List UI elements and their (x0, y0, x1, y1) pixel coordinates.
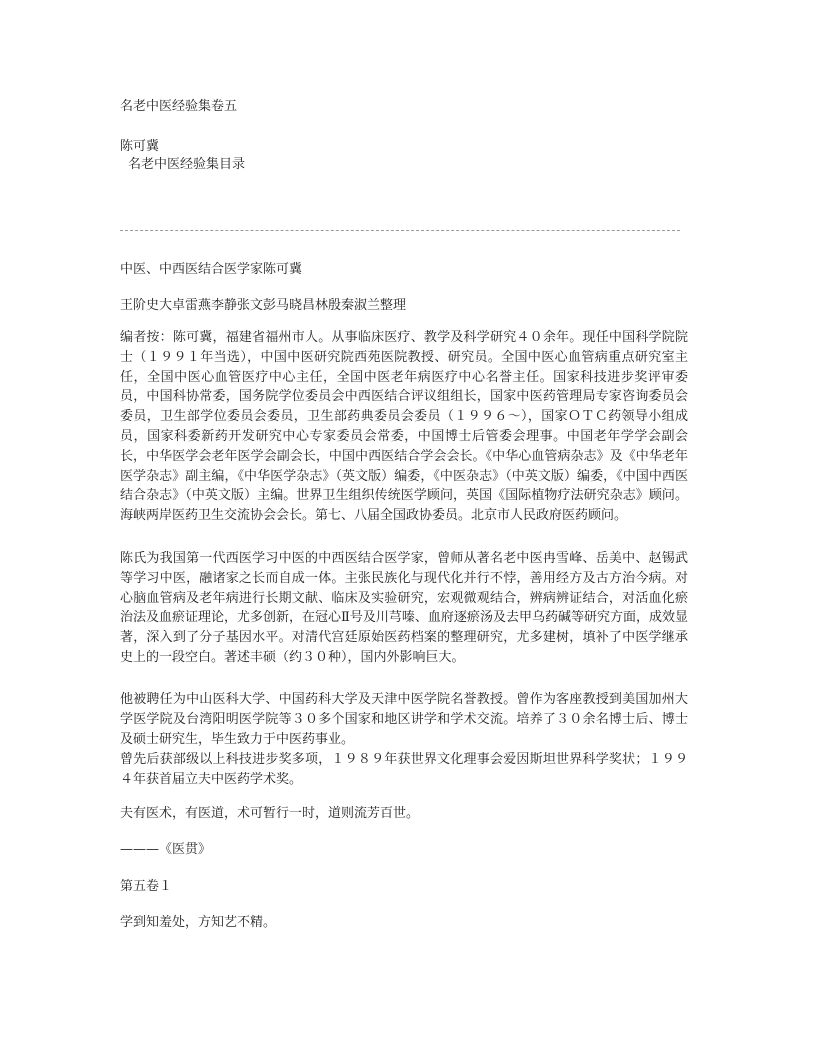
book-title: 名老中医经验集卷五 (120, 99, 238, 114)
toc-title: 名老中医经验集目录 (128, 157, 246, 172)
paragraph-biography: 陈氏为我国第一代西医学习中医的中西医结合医学家，曾师从著名老中医冉雪峰、岳美中、赵锡武等学习中医，融诸家之长而自成一体。主张民族化与现代化并行不悖，善用经方及古方治今病。对心脑血管病及老年病进行长期文献、临床及实验研究，宏观微观结合，辨病辨证结合，对活血化瘀治法及血瘀证理论，尤多创新，在冠心Ⅱ号及川芎嗪、血府逐瘀汤及去甲乌药碱等研究方面，成效显著，深入到了分子基因水平。对清代宫廷原始医药档案的整理研究，尤多建树，填补了中医学继承史上的一段空白。著述丰硕（约３０种），国内外影响巨大。 (120, 551, 688, 665)
author-name: 陈可冀 (120, 139, 160, 154)
separator-line (120, 230, 680, 231)
quote-source: ———《医贯》 (120, 842, 212, 857)
paragraph-teaching: 他被聘任为中山医科大学、中国药科大学及天津中医学院名誉教授。曾作为客座教授到美国加州大学医学院及台湾阳明医学院等３０多个国家和地区讲学和学术交流。培养了３０余名博士后、博士及硕士研究生，毕生致力于中医药事业。 (120, 692, 688, 747)
closing-line: 学到知羞处，方知艺不精。 (120, 915, 277, 930)
paragraph-editor-note: 编者按：陈可冀，福建省福州市人。从事临床医疗、教学及科学研究４０余年。现任中国科学院院士（１９９１年当选），中国中医研究院西苑医院教授、研究员。全国中医心血管病重点研究室主任，全国中医心血管医疗中心主任，全国中医老年病医疗中心名誉主任。国家科技进步奖评审委员，中国科协常委，国务院学位委员会中西医结合评议组组长，国家中医药管理局专家咨询委员会委员，卫生部学位委员会委员，卫生部药典委员会委员（１９９６～），国家ＯＴＣ药领导小组成员，国家科委新药开发研究中心专家委员会常委，中国博士后管委会理事。中国老年学学会副会长，中华医学会老年医学会副会长，中国中西医结合学会会长。《中华心血管病杂志》及《中华老年医学杂志》副主编，《中华医学杂志》（英文版）编委，《中医杂志》（中英文版）编委，《中国中西医结合杂志》（中英文版）主编。世界卫生组织传统医学顾问，英国《国际植物疗法研究杂志》顾问。海峡两岸医药卫生交流协会会长。第七、八届全国政协委员。北京市人民政府医药顾问。 (120, 330, 688, 524)
section-title: 中医、中西医结合医学家陈可冀 (120, 262, 303, 277)
volume-label: 第五卷１ (120, 879, 173, 894)
quote: 夫有医术，有医道，术可暂行一时，道则流芳百世。 (120, 806, 420, 821)
editors-line: 王阶史大卓雷燕李静张文彭马晓昌林殷秦淑兰整理 (120, 298, 407, 313)
paragraph-awards: 曾先后获部级以上科技进步奖多项，１９８９年获世界文化理事会爱因斯坦世界科学奖状；１９９４年获首届立夫中医药学术奖。 (120, 752, 688, 787)
